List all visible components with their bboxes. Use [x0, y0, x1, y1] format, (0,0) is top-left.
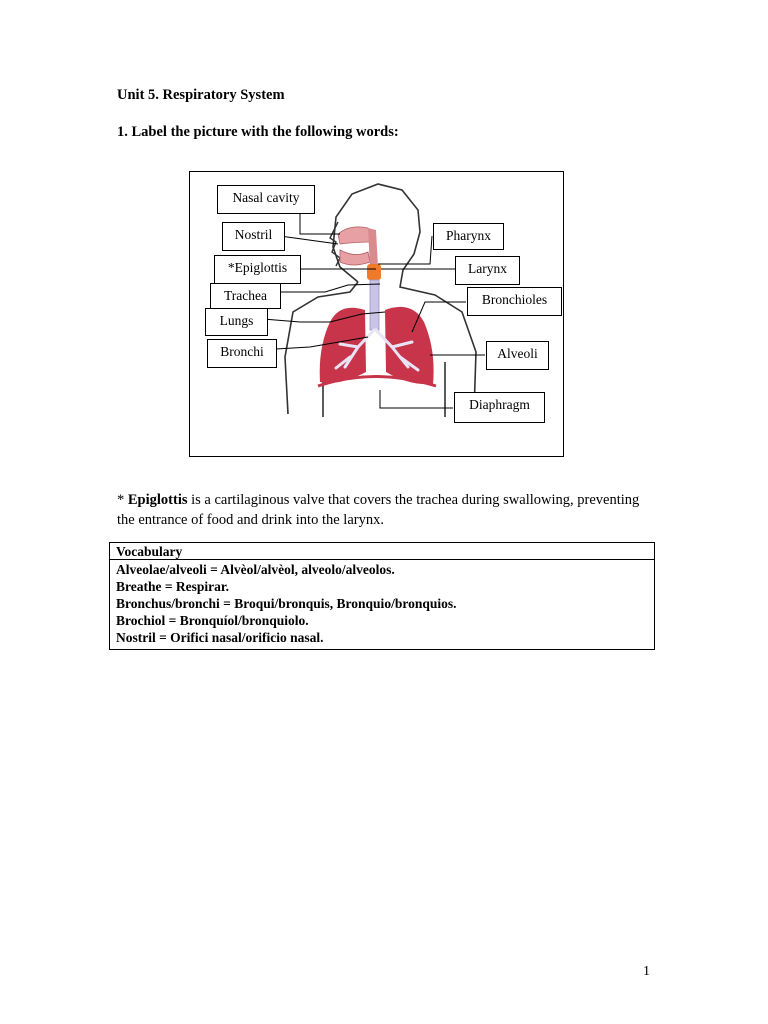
note-term: Epiglottis	[127, 492, 188, 508]
vocabulary-entry: Brochiol = Bronquíol/bronquiolo.	[116, 613, 309, 628]
respiratory-diagram	[189, 171, 564, 457]
epiglottis-note	[117, 490, 657, 530]
vocabulary-heading: Vocabulary	[110, 543, 654, 560]
vocabulary-box	[109, 542, 655, 650]
nasal-cavity-shape	[338, 227, 372, 244]
vocabulary-list	[110, 560, 654, 649]
label-alveoli: Alveoli	[486, 341, 549, 370]
vocabulary-entry: Bronchus/bronchi = Broqui/bronquis, Bronquio/bronquios.	[116, 596, 457, 611]
page-title: Unit 5. Respiratory System	[117, 87, 285, 103]
label-nostril: Nostril	[222, 222, 285, 251]
label-larynx: Larynx	[455, 256, 520, 285]
label-nasal-cavity: Nasal cavity	[217, 185, 315, 214]
vocabulary-entry: Breathe = Respirar.	[116, 579, 230, 594]
label-bronchi: Bronchi	[207, 339, 277, 368]
body-outline	[285, 184, 476, 417]
label-diaphragm: Diaphragm	[454, 392, 545, 423]
label-lungs: Lungs	[205, 308, 268, 336]
page-number: 1	[643, 964, 650, 979]
vocabulary-entry: Nostril = Orifici nasal/orificio nasal.	[116, 630, 324, 645]
mouth-shape	[340, 250, 370, 265]
note-text: is a cartilaginous valve that covers the trachea during swallowing, preventing the entrance of food and drink into the larynx.	[117, 492, 640, 528]
note-prefix: *	[117, 492, 128, 508]
larynx-shape	[367, 264, 381, 280]
label-pharynx: Pharynx	[433, 223, 504, 250]
label-bronchioles: Bronchioles	[467, 287, 562, 316]
trachea-shape	[370, 280, 379, 330]
instruction: 1. Label the picture with the following words:	[117, 124, 399, 140]
label-trachea: Trachea	[210, 283, 281, 309]
vocabulary-entry: Alveolae/alveoli = Alvèol/alvèol, alveolo/alveolos.	[116, 562, 395, 577]
label-epiglottis: *Epiglottis	[214, 255, 301, 284]
